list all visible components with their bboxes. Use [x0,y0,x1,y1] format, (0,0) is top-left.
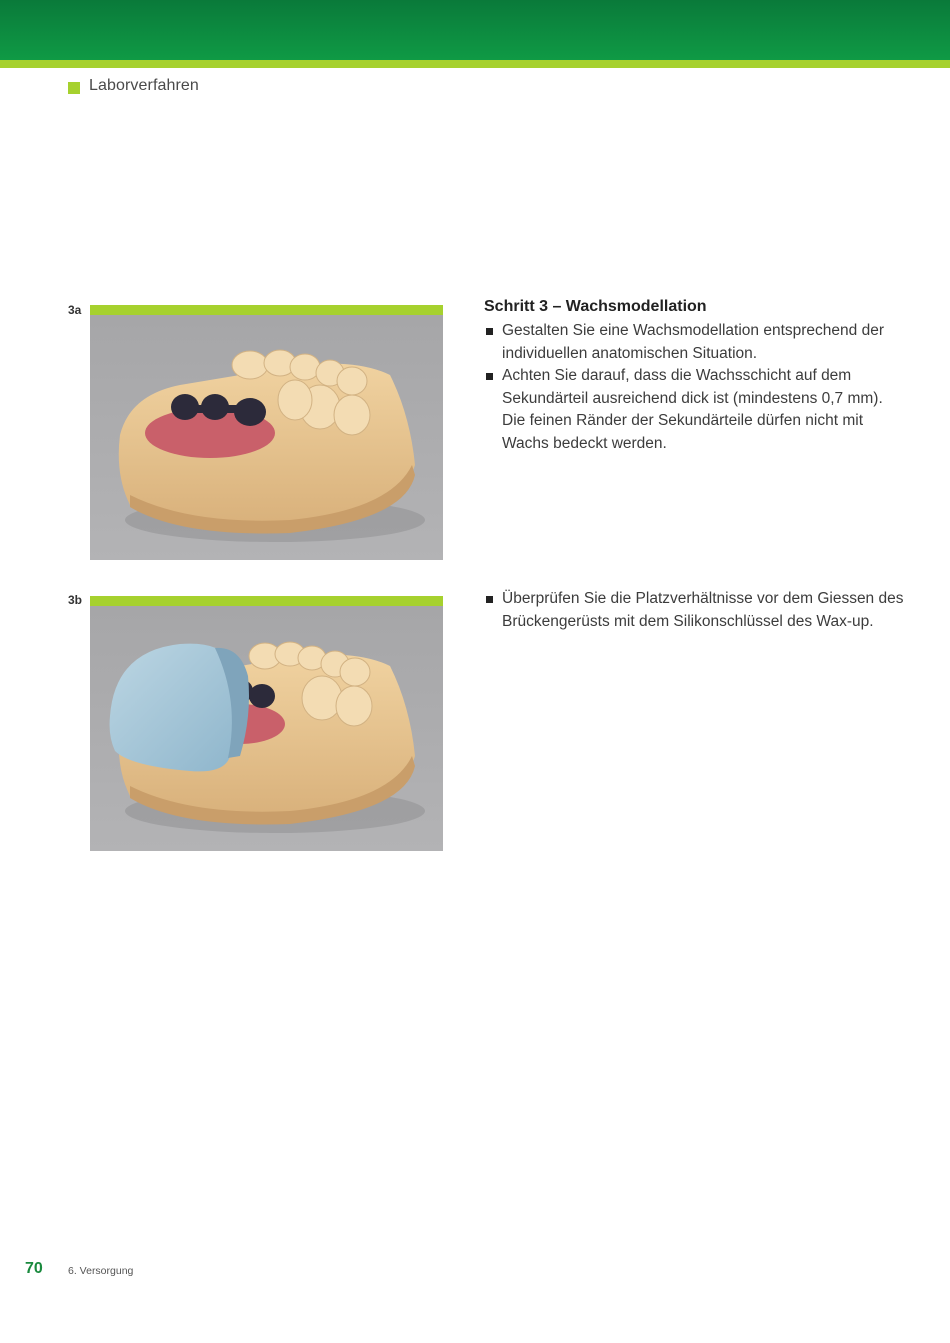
chapter-label: 6. Versorgung [68,1265,134,1277]
page-number: 70 [25,1260,43,1277]
step-heading: Schritt 3 – Wachsmodellation [484,298,707,315]
figure-bar-3b [90,596,443,606]
bullet-square-icon [486,596,493,603]
list-item: Überprüfen Sie die Platzverhältnisse vor dem Giessen des Brückengerüsts mit dem Silikonschlüssel des Wax-up. [484,588,924,633]
figure-label-3b: 3b [68,593,83,607]
section-marker-icon [68,82,80,94]
section-title: Laborverfahren [89,77,199,94]
figure-photo-3a [90,315,443,560]
figure-photo-3b [90,606,443,851]
header-bar [0,0,950,60]
bullet-list-3a [484,320,904,455]
bullet-list-3b [484,588,924,633]
header-accent-line [0,60,950,68]
list-item: Achten Sie darauf, dass die Wachsschicht auf dem Sekundärteil ausreichend dick ist (mindestens 0,7 mm). Die feinen Ränder der Sekundärteile dürfen nicht mit Wachs bedeckt werden. [484,365,904,455]
bullet-square-icon [486,328,493,335]
figure-label-3a: 3a [68,303,82,317]
bullet-square-icon [486,373,493,380]
list-item: Gestalten Sie eine Wachsmodellation entsprechend der individuellen anatomischen Situation. [484,320,904,365]
dental-model-wax-illustration [90,315,443,560]
dental-model-silicone-key-illustration [90,606,443,851]
figure-bar-3a [90,305,443,315]
